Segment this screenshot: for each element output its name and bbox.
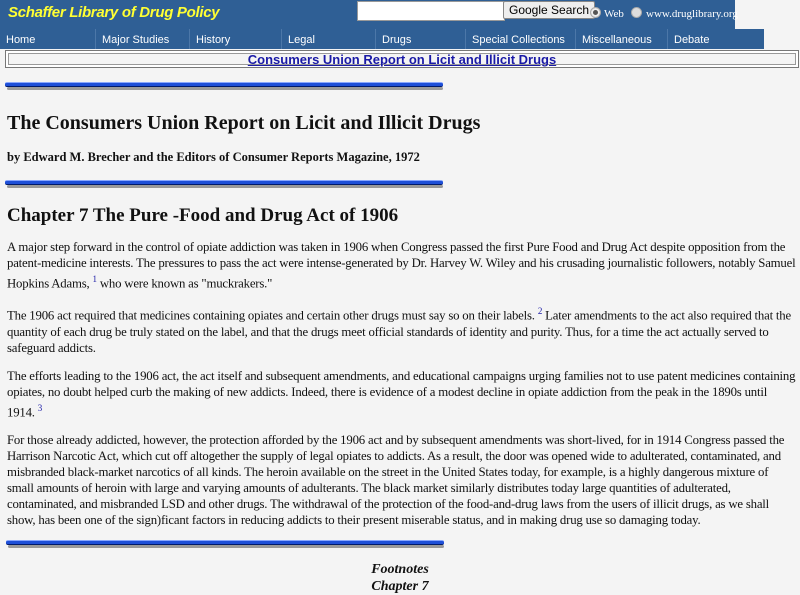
- search-input[interactable]: [357, 1, 505, 21]
- report-link[interactable]: Consumers Union Report on Licit and Illicit Drugs: [247, 52, 557, 67]
- byline: by Edward M. Brecher and the Editors of Consumer Reports Magazine, 1972: [7, 150, 420, 164]
- paragraph-text: A major step forward in the control of opiate addiction was taken in 1906 when Congress passed the first Pure Food and Drug Act despite opposition from the patent-medicine interests. The pressures to pass the act were intense-generated by Dr. Harvey W. Wiley and his crusading journalistic followers, notably Samuel Hopkins Adams,: [7, 240, 796, 291]
- paragraph: [7, 239, 797, 291]
- radio-web-label: Web: [604, 8, 624, 20]
- nav-major-studies[interactable]: Major Studies: [96, 29, 190, 49]
- paragraph: [7, 432, 797, 528]
- report-link-box: [5, 50, 799, 68]
- nav-home[interactable]: Home: [0, 29, 96, 49]
- page-title: The Consumers Union Report on Licit and Illicit Drugs: [7, 112, 481, 134]
- paragraph-text: who were known as "muckrakers.": [96, 276, 273, 291]
- nav-miscellaneous[interactable]: Miscellaneous: [576, 29, 668, 49]
- nav-bar: [0, 29, 764, 49]
- chapter-body: [7, 239, 797, 595]
- nav-special-collections[interactable]: Special Collections: [466, 29, 576, 49]
- divider: [5, 82, 443, 89]
- chapter-heading: Chapter 7 The Pure -Food and Drug Act of 1906: [7, 205, 399, 226]
- paragraph-text: The efforts leading to the 1906 act, the act itself and subsequent amendments, and educational campaigns urging families not to use patent medicines containing opiates, no doubt helped curb the making of new addicts. Indeed, there is evidence of a modest decline in opiate addiction from the peak in the 1890s until 1914.: [7, 368, 796, 419]
- footnote-link[interactable]: 3: [37, 402, 43, 413]
- google-search-button[interactable]: Google Search: [503, 1, 595, 19]
- radio-site[interactable]: [631, 7, 642, 18]
- nav-debate[interactable]: Debate: [674, 34, 710, 46]
- radio-web[interactable]: [590, 7, 601, 18]
- footnotes-chapter: Chapter 7: [371, 578, 429, 594]
- site-title[interactable]: Schaffer Library of Drug Policy: [8, 4, 220, 21]
- radio-site-label: www.druglibrary.org: [646, 8, 738, 20]
- footnotes-title: Footnotes: [371, 561, 429, 577]
- footnotes-heading: [0, 561, 800, 595]
- paragraph: [7, 303, 797, 355]
- nav-history[interactable]: History: [190, 29, 282, 49]
- paragraph-text: The 1906 act required that medicines containing opiates and certain other drugs must say so on their labels.: [7, 308, 538, 323]
- footnote-link[interactable]: 1: [92, 274, 97, 284]
- nav-drugs[interactable]: Drugs: [376, 29, 466, 49]
- footnote-link[interactable]: 2: [537, 306, 543, 317]
- nav-legal[interactable]: Legal: [282, 29, 376, 49]
- paragraph: [7, 368, 797, 420]
- paragraph-text: Later amendments to the act also required that the quantity of each drug be truly stated on the label, and that the drugs meet official standards of identity and purity. Thus, for a time the act actually served to safeguard addicts.: [7, 308, 791, 355]
- paragraph-text: For those already addicted, however, the protection afforded by the 1906 act and by subsequent amendments was short-lived, for in 1914 Congress passed the Harrison Narcotic Act, which cut off altogether the supply of legal opiates to addicts. As a result, the door was opened wide to adulterated, contaminated, and misbranded black-market narcotics of all kinds. The heroin available on the street in the United States today, for example, is a highly dangerous mixture of small amounts of heroin with large and varying amounts of adulterants. The black market similarly distributes today large quantities of adulterated, contaminated, and misbranded LSD and other drugs. The withdrawal of the protection of the food-and-drug laws from the users of illicit drugs, as we shall show, has been one of the sign)ficant factors in reducing addicts to their present miserable status, and in making drug use so damaging today.: [7, 432, 785, 527]
- divider: [5, 180, 443, 187]
- site-header: [0, 0, 738, 29]
- divider: [6, 540, 444, 547]
